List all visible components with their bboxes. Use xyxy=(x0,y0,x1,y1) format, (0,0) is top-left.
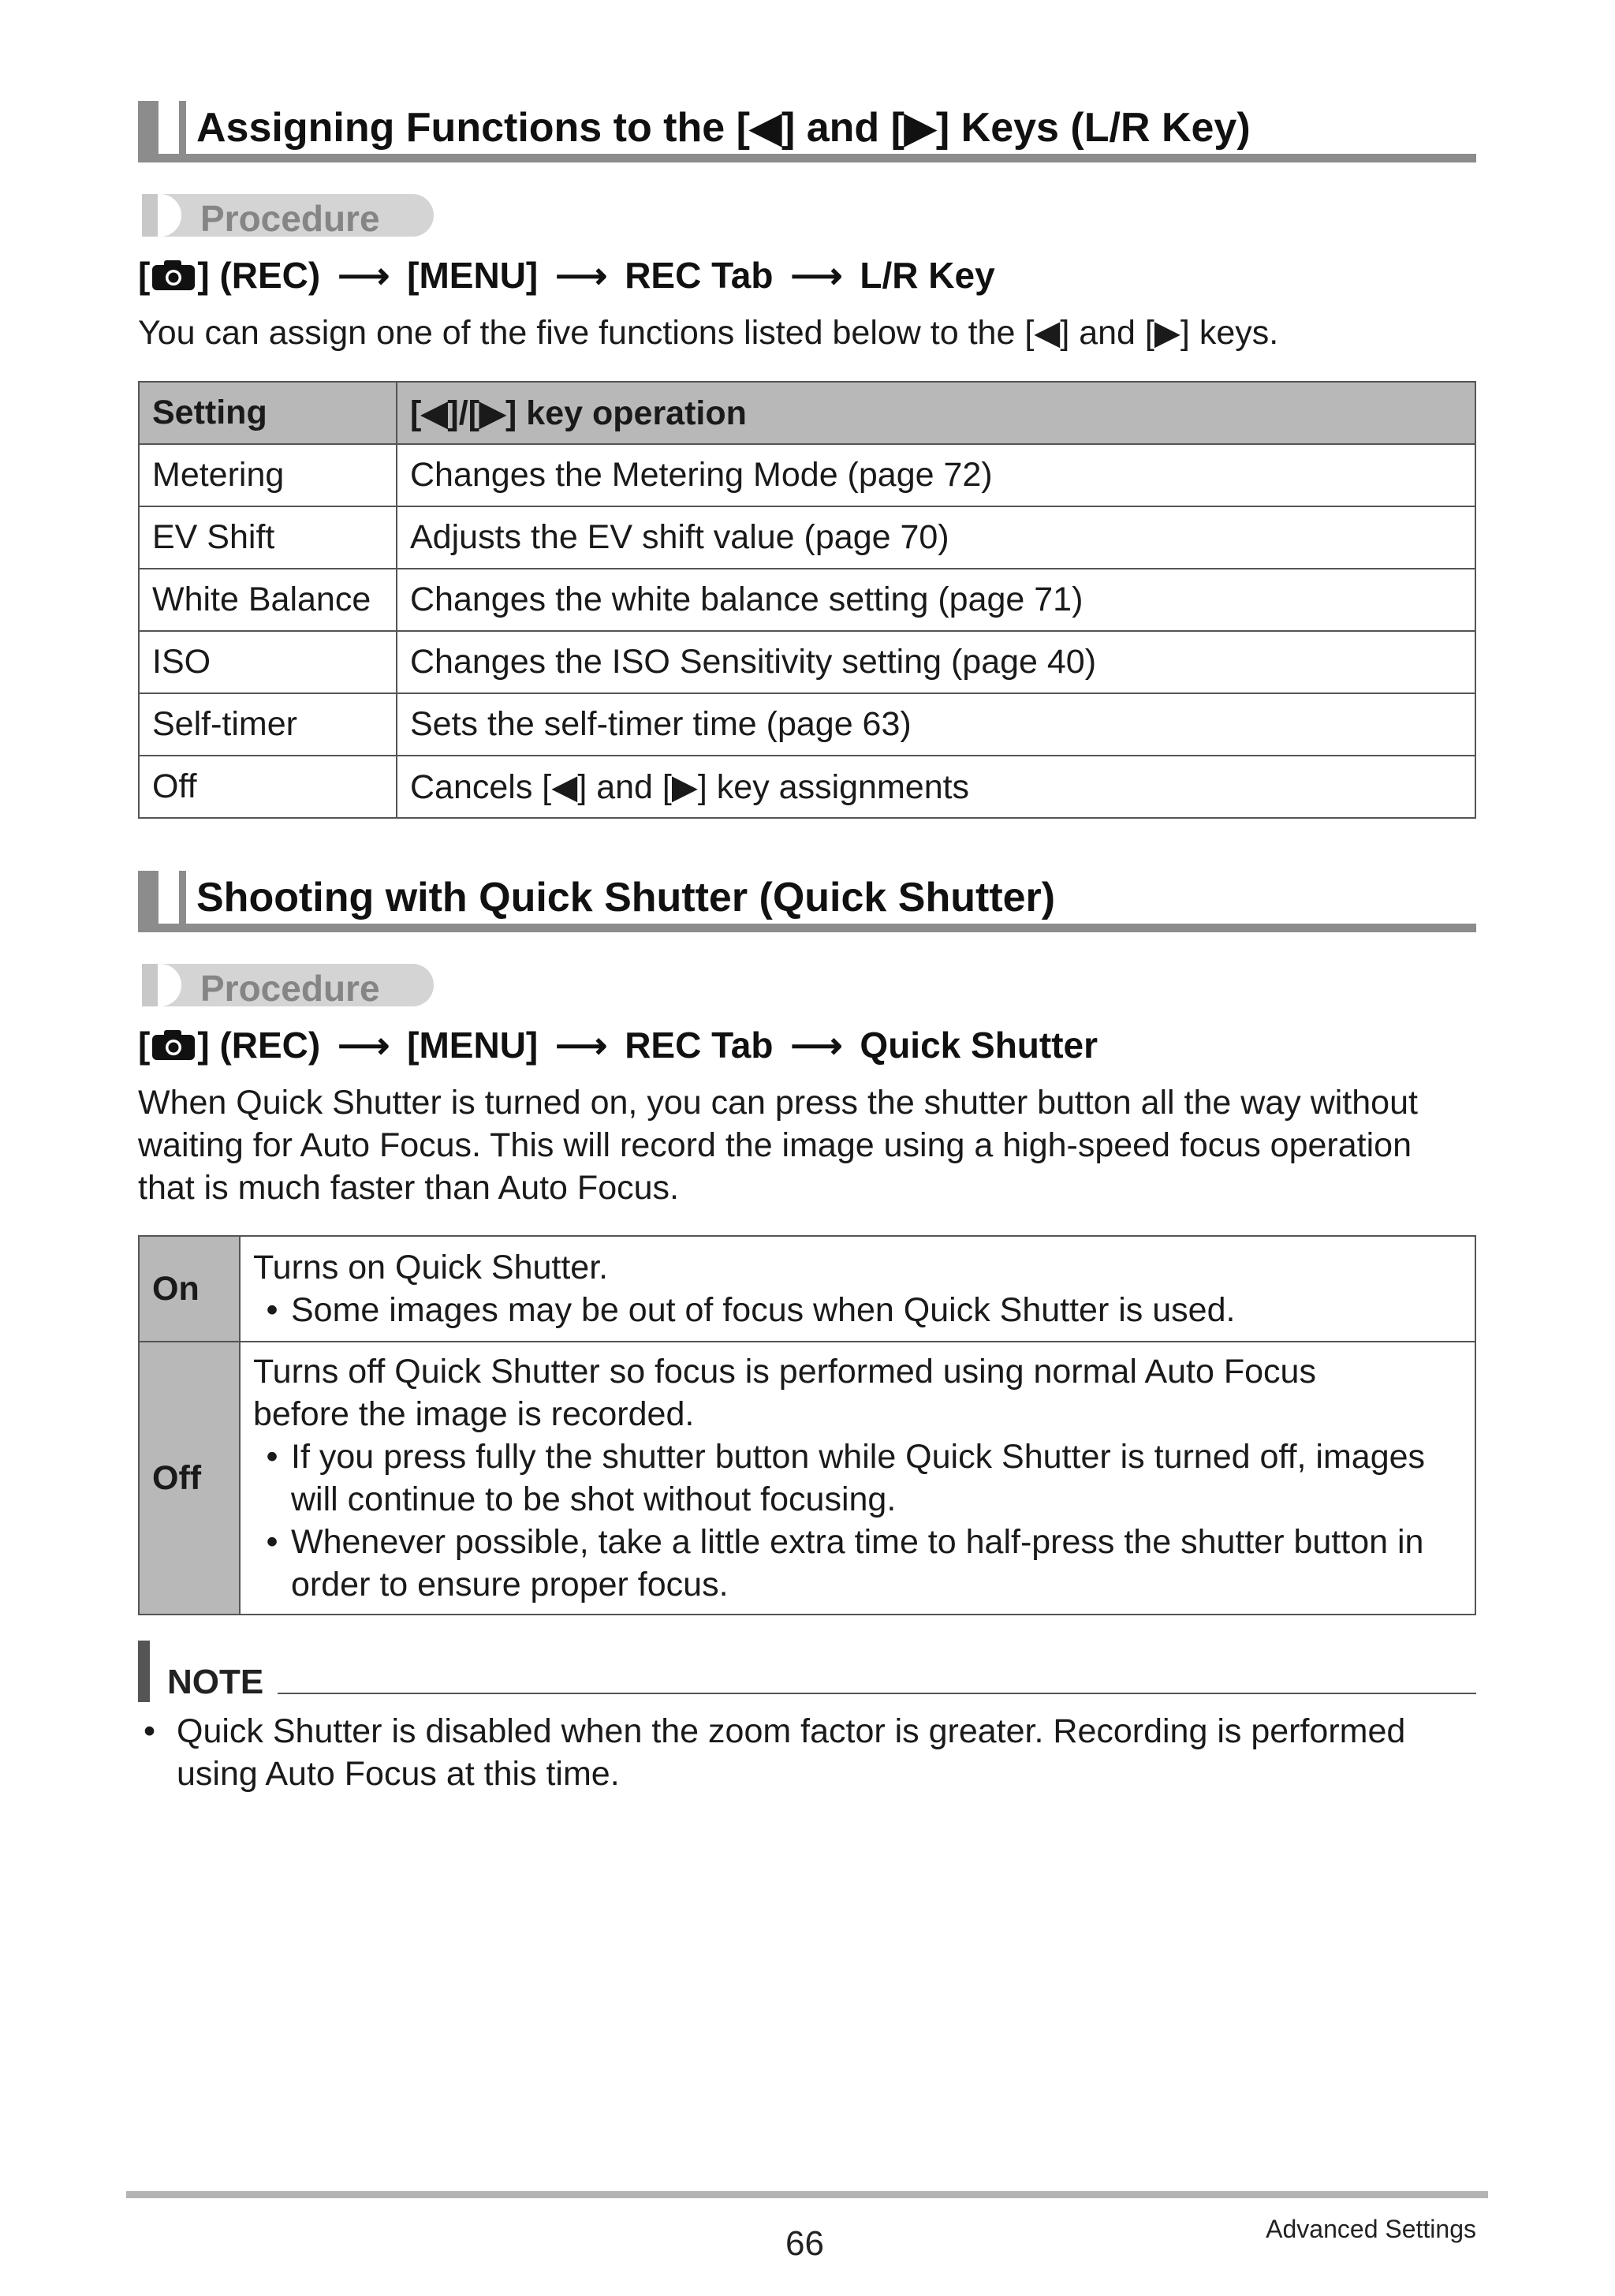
table-row xyxy=(139,693,1475,756)
arrow-right-icon: ⟶ xyxy=(555,255,608,296)
path-target: Quick Shutter xyxy=(860,1025,1098,1066)
bullet: • xyxy=(266,1523,278,1561)
menu-path: [ ] (REC) ⟶ [MENU] ⟶ REC Tab ⟶ L/R Key xyxy=(138,255,995,296)
setting-key: On xyxy=(139,1236,240,1342)
arrow-right-icon: ⟶ xyxy=(338,1025,390,1066)
procedure-label: Procedure xyxy=(200,198,380,239)
operation-cell: Changes the white balance setting (page 71) xyxy=(397,569,1475,631)
setting-cell: White Balance xyxy=(139,569,397,631)
camera-icon xyxy=(151,259,196,291)
header-bar xyxy=(138,871,159,932)
operation-cell: Cancels [◀] and [▶] key assignments xyxy=(397,756,1475,818)
section-title: Assigning Functions to the [◀] and [▶] Keys (L/R Key) xyxy=(196,105,1251,151)
setting-cell: Off xyxy=(139,756,397,818)
page-number: 66 xyxy=(785,2224,824,2263)
bullet: • xyxy=(144,1712,156,1750)
operation-cell: Changes the Metering Mode (page 72) xyxy=(397,444,1475,506)
section-header-quick-shutter xyxy=(138,871,1476,935)
note-bar xyxy=(138,1641,150,1702)
procedure-badge xyxy=(142,964,434,1009)
table-row xyxy=(139,506,1475,569)
header-underline xyxy=(159,154,1476,162)
footer-divider xyxy=(126,2191,1488,2198)
footer-section-title: Advanced Settings xyxy=(1266,2215,1476,2243)
setting-description: Turns on Quick Shutter. • Some images may be out of focus when Quick Shutter is used. xyxy=(240,1236,1475,1342)
procedure-badge xyxy=(142,194,434,237)
path-menu: [MENU] xyxy=(407,1025,539,1066)
arrow-right-icon: ⟶ xyxy=(790,255,843,296)
note-label: NOTE xyxy=(167,1663,264,1701)
section-title: Shooting with Quick Shutter (Quick Shutter) xyxy=(196,875,1056,920)
quick-shutter-table xyxy=(138,1235,1476,1615)
path-tab: REC Tab xyxy=(625,255,774,296)
column-header: [◀]/[▶] key operation xyxy=(397,382,1475,444)
operation-cell: Sets the self-timer time (page 63) xyxy=(397,693,1475,756)
menu-path: [ ] (REC) ⟶ [MENU] ⟶ REC Tab ⟶ Quick Shutter xyxy=(138,1025,1098,1066)
setting-key: Off xyxy=(139,1342,240,1615)
bullet: • xyxy=(266,1438,278,1476)
intro-text: You can assign one of the five functions listed below to the [◀] and [▶] keys. xyxy=(138,314,1279,352)
lr-key-settings-table xyxy=(138,381,1476,819)
path-rec: (REC) xyxy=(219,1025,321,1066)
setting-cell: ISO xyxy=(139,631,397,693)
arrow-right-icon: ⟶ xyxy=(790,1025,843,1066)
table-row xyxy=(139,756,1475,818)
operation-cell: Changes the ISO Sensitivity setting (page 40) xyxy=(397,631,1475,693)
note-item: • Quick Shutter is disabled when the zoom factor is greater. Recording is performed using Auto Focus at this time. xyxy=(142,1710,1483,1795)
table-row-on xyxy=(139,1236,1475,1342)
table-row xyxy=(139,444,1475,506)
path-rec: (REC) xyxy=(219,255,321,296)
bullet: • xyxy=(266,1291,278,1329)
arrow-right-icon: ⟶ xyxy=(338,255,390,296)
arrow-right-icon: ⟶ xyxy=(555,1025,608,1066)
path-tab: REC Tab xyxy=(625,1025,774,1066)
table-row xyxy=(139,631,1475,693)
note-divider xyxy=(278,1693,1476,1694)
section-header-lr-key xyxy=(138,101,1476,166)
setting-cell: Metering xyxy=(139,444,397,506)
header-underline xyxy=(159,924,1476,932)
procedure-label: Procedure xyxy=(200,968,380,1009)
table-header-row xyxy=(139,382,1475,444)
table-row-off xyxy=(139,1342,1475,1615)
table-row xyxy=(139,569,1475,631)
column-header: Setting xyxy=(139,382,397,444)
header-bar xyxy=(138,101,159,162)
camera-icon xyxy=(151,1029,196,1061)
intro-text: When Quick Shutter is turned on, you can press the shutter button all the way without waiting for Auto Focus. This will record the image using a high-speed focus operation that is much faster than Auto Focus. xyxy=(138,1084,1418,1207)
operation-cell: Adjusts the EV shift value (page 70) xyxy=(397,506,1475,569)
setting-cell: EV Shift xyxy=(139,506,397,569)
setting-cell: Self-timer xyxy=(139,693,397,756)
path-menu: [MENU] xyxy=(407,255,539,296)
path-target: L/R Key xyxy=(860,255,995,296)
setting-description: Turns off Quick Shutter so focus is performed using normal Auto Focus before the image is recorded. • If you press fully the shutter button while Quick Shutter is turned off, images will continue to be shot without focusing. • Whenever possible, take a little extra time to half-press the shutter button in order to ensure proper focus. xyxy=(240,1342,1475,1615)
